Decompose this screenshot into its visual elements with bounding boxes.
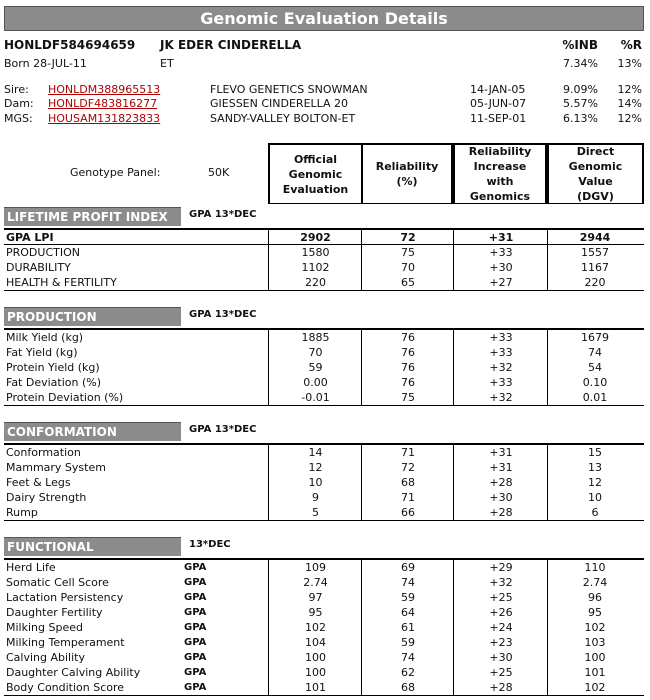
official-value: 97	[308, 591, 323, 604]
reliability-increase-value: +27	[489, 276, 513, 289]
column-divider	[268, 330, 269, 405]
reliability-value: 76	[401, 331, 415, 344]
dgv-value: 6	[591, 506, 599, 519]
official-value: 1885	[301, 331, 330, 344]
table-conformation	[4, 443, 644, 521]
animal-inb: 7.34%	[563, 57, 598, 70]
table-row	[4, 375, 644, 390]
row-label: GPA LPI	[6, 231, 54, 244]
dgv-value: 12	[588, 476, 602, 489]
section-header-production: PRODUCTION	[4, 307, 181, 326]
table-row	[4, 245, 644, 260]
reliability-increase-value: +28	[489, 506, 513, 519]
table-lifetime-profit-index	[4, 228, 644, 291]
dgv-value: 74	[588, 346, 602, 359]
dgv-value: 10	[588, 491, 602, 504]
reliability-value: 64	[401, 606, 415, 619]
row-label: Somatic Cell Score	[6, 576, 109, 589]
reliability-value: 68	[401, 681, 415, 694]
column-divider	[547, 560, 548, 695]
dgv-value: 15	[588, 446, 602, 459]
column-divider	[453, 230, 454, 290]
genotype-label: Genotype Panel:	[70, 166, 161, 179]
sire-birth-date: 14-JAN-05	[470, 83, 526, 96]
table-functional	[4, 558, 644, 696]
page-title: Genomic Evaluation Details	[4, 6, 644, 31]
official-value: 59	[308, 361, 323, 374]
animal-id: HONLDF584694659	[4, 38, 136, 52]
dgv-value: 2.74	[582, 576, 608, 589]
mgs-id-link[interactable]: HOUSAM131823833	[48, 112, 161, 125]
reliability-value: 59	[401, 591, 415, 604]
dgv-value: 0.01	[582, 391, 608, 404]
column-divider	[453, 330, 454, 405]
column-divider	[453, 445, 454, 520]
genotype-value: 50K	[208, 166, 230, 179]
column-divider	[453, 560, 454, 695]
table-row	[4, 390, 644, 405]
row-gpa-tag: GPA	[184, 562, 207, 573]
reliability-increase-value: +31	[489, 461, 513, 474]
row-label: Milking Speed	[6, 621, 83, 634]
official-value: 2.74	[303, 576, 328, 589]
row-label: HEALTH & FERTILITY	[6, 276, 117, 289]
sire-label: Sire:	[4, 83, 29, 96]
row-label: Conformation	[6, 446, 81, 459]
official-value: 1580	[301, 246, 330, 259]
column-divider	[268, 560, 269, 695]
reliability-increase-value: +30	[489, 651, 513, 664]
official-value: 220	[305, 276, 326, 289]
official-value: 109	[305, 561, 326, 574]
dam-id-link[interactable]: HONLDF483816277	[48, 97, 158, 110]
official-value: 12	[308, 461, 323, 474]
reliability-value: 59	[401, 636, 415, 649]
col-dgv: Direct Genomic Value (DGV)	[547, 143, 644, 204]
row-label: Body Condition Score	[6, 681, 125, 694]
column-divider	[361, 560, 362, 695]
reliability-increase-value: +33	[489, 346, 513, 359]
mgs-inb: 6.13%	[563, 112, 598, 125]
official-value: 102	[305, 621, 326, 634]
dgv-value: 1167	[581, 261, 609, 274]
table-row	[4, 230, 644, 245]
table-row	[4, 490, 644, 505]
table-row	[4, 575, 644, 590]
section-tag-production: GPA 13*DEC	[189, 309, 257, 320]
reliability-value: 76	[401, 376, 415, 389]
official-value: 2902	[300, 231, 331, 244]
reliability-increase-value: +28	[489, 476, 513, 489]
reliability-value: 61	[401, 621, 415, 634]
reliability-increase-value: +32	[489, 361, 513, 374]
mgs-name: SANDY-VALLEY BOLTON-ET	[210, 112, 356, 125]
col-reliability: Reliability (%)	[361, 143, 453, 204]
row-gpa-tag: GPA	[184, 622, 207, 633]
table-row	[4, 635, 644, 650]
section-tag-lifetime-profit-index: GPA 13*DEC	[189, 209, 257, 220]
reliability-increase-value: +29	[489, 561, 513, 574]
section-tag-conformation: GPA 13*DEC	[189, 424, 257, 435]
row-label: Herd Life	[6, 561, 56, 574]
table-row	[4, 460, 644, 475]
row-label: Fat Yield (kg)	[6, 346, 78, 359]
animal-r: 13%	[617, 57, 642, 70]
table-row	[4, 445, 644, 460]
row-gpa-tag: GPA	[184, 682, 207, 693]
row-label: Dairy Strength	[6, 491, 87, 504]
reliability-value: 72	[401, 461, 415, 474]
row-gpa-tag: GPA	[184, 652, 207, 663]
reliability-value: 76	[401, 346, 415, 359]
reliability-value: 70	[401, 261, 415, 274]
reliability-value: 65	[401, 276, 415, 289]
reliability-increase-value: +24	[489, 621, 513, 634]
table-row	[4, 260, 644, 275]
section-header-functional: FUNCTIONAL	[4, 537, 181, 556]
row-label: Protein Yield (kg)	[6, 361, 100, 374]
animal-name: JK EDER CINDERELLA	[160, 38, 302, 52]
reliability-value: 75	[401, 391, 415, 404]
dgv-value: 13	[588, 461, 602, 474]
dam-name: GIESSEN CINDERELLA 20	[210, 97, 349, 110]
row-label: Rump	[6, 506, 38, 519]
reliability-increase-value: +23	[489, 636, 513, 649]
dgv-value: 100	[584, 651, 606, 664]
birth-date: Born 28-JUL-11	[4, 57, 87, 70]
reliability-increase-value: +33	[489, 246, 513, 259]
row-label: Mammary System	[6, 461, 106, 474]
row-gpa-tag: GPA	[184, 637, 207, 648]
row-label: Protein Deviation (%)	[6, 391, 124, 404]
mgs-r: 12%	[617, 112, 642, 125]
dgv-value: 54	[588, 361, 602, 374]
official-value: 70	[308, 346, 323, 359]
dgv-value: 96	[588, 591, 602, 604]
column-divider	[547, 230, 548, 290]
reliability-value: 69	[401, 561, 415, 574]
column-divider	[361, 330, 362, 405]
dgv-value: 220	[584, 276, 606, 289]
reliability-increase-value: +30	[489, 491, 513, 504]
reliability-value: 72	[400, 231, 416, 244]
row-label: Milking Temperament	[6, 636, 125, 649]
official-value: 101	[305, 681, 326, 694]
column-divider	[547, 330, 548, 405]
sire-r: 12%	[617, 83, 642, 96]
reliability-increase-value: +33	[489, 331, 513, 344]
official-value: 9	[312, 491, 319, 504]
column-divider	[268, 230, 269, 290]
table-row	[4, 330, 644, 345]
reliability-increase-value: +28	[489, 681, 513, 694]
inb-header: %INB	[562, 38, 598, 52]
dgv-value: 1557	[581, 246, 609, 259]
row-label: Daughter Fertility	[6, 606, 103, 619]
reliability-increase-value: +25	[489, 666, 513, 679]
dgv-value: 95	[588, 606, 602, 619]
reliability-increase-value: +31	[489, 446, 513, 459]
column-divider	[361, 230, 362, 290]
reliability-value: 74	[401, 651, 415, 664]
r-header: %R	[620, 38, 642, 52]
reliability-value: 76	[401, 361, 415, 374]
table-row	[4, 275, 644, 290]
table-row	[4, 620, 644, 635]
reliability-increase-value: +33	[489, 376, 513, 389]
table-row	[4, 360, 644, 375]
table-row	[4, 680, 644, 695]
reliability-value: 66	[401, 506, 415, 519]
column-divider	[268, 445, 269, 520]
official-value: 100	[305, 651, 326, 664]
reliability-increase-value: +25	[489, 591, 513, 604]
row-label: PRODUCTION	[6, 246, 80, 259]
official-value: -0.01	[301, 391, 330, 404]
official-value: 1102	[301, 261, 330, 274]
official-value: 100	[305, 666, 326, 679]
row-gpa-tag: GPA	[184, 577, 207, 588]
column-divider	[547, 445, 548, 520]
table-production	[4, 328, 644, 406]
dgv-value: 110	[584, 561, 606, 574]
dgv-value: 2944	[579, 231, 611, 244]
row-label: Fat Deviation (%)	[6, 376, 102, 389]
row-gpa-tag: GPA	[184, 667, 207, 678]
reliability-increase-value: +32	[489, 391, 513, 404]
reliability-value: 71	[401, 446, 415, 459]
mgs-label: MGS:	[4, 112, 33, 125]
row-label: Milk Yield (kg)	[6, 331, 84, 344]
dam-inb: 5.57%	[563, 97, 598, 110]
column-divider	[361, 445, 362, 520]
dgv-value: 101	[584, 666, 606, 679]
et-flag: ET	[160, 57, 174, 70]
row-label: Daughter Calving Ability	[6, 666, 141, 679]
section-header-conformation: CONFORMATION	[4, 422, 181, 441]
official-value: 5	[312, 506, 319, 519]
official-value: 95	[308, 606, 323, 619]
official-value: 0.00	[303, 376, 328, 389]
dam-birth-date: 05-JUN-07	[470, 97, 527, 110]
row-label: Lactation Persistency	[6, 591, 124, 604]
col-reliability-increase: Reliability Increase with Genomics	[453, 143, 547, 204]
row-label: Calving Ability	[6, 651, 85, 664]
official-value: 10	[308, 476, 323, 489]
official-value: 104	[305, 636, 326, 649]
table-row	[4, 345, 644, 360]
reliability-value: 75	[401, 246, 415, 259]
section-tag-functional: 13*DEC	[189, 539, 231, 550]
reliability-increase-value: +30	[489, 261, 513, 274]
dgv-value: 103	[584, 636, 606, 649]
row-gpa-tag: GPA	[184, 607, 207, 618]
mgs-birth-date: 11-SEP-01	[470, 112, 527, 125]
dam-label: Dam:	[4, 97, 34, 110]
reliability-increase-value: +26	[489, 606, 513, 619]
table-row	[4, 475, 644, 490]
sire-inb: 9.09%	[563, 83, 598, 96]
col-official-evaluation: Official Genomic Evaluation	[268, 143, 363, 204]
reliability-value: 62	[401, 666, 415, 679]
reliability-increase-value: +31	[488, 231, 514, 244]
table-row	[4, 605, 644, 620]
reliability-value: 68	[401, 476, 415, 489]
dgv-value: 102	[584, 681, 606, 694]
dam-r: 14%	[617, 97, 642, 110]
reliability-value: 74	[401, 576, 415, 589]
dgv-value: 102	[584, 621, 606, 634]
official-value: 14	[308, 446, 323, 459]
row-label: DURABILITY	[6, 261, 71, 274]
row-label: Feet & Legs	[6, 476, 71, 489]
row-gpa-tag: GPA	[184, 592, 207, 603]
reliability-increase-value: +32	[489, 576, 513, 589]
dgv-value: 1679	[581, 331, 609, 344]
table-row	[4, 590, 644, 605]
sire-name: FLEVO GENETICS SNOWMAN	[210, 83, 368, 96]
sire-id-link[interactable]: HONLDM388965513	[48, 83, 161, 96]
table-row	[4, 665, 644, 680]
section-header-lifetime-profit-index: LIFETIME PROFIT INDEX	[4, 207, 181, 226]
dgv-value: 0.10	[582, 376, 608, 389]
table-row	[4, 560, 644, 575]
reliability-value: 71	[401, 491, 415, 504]
table-row	[4, 650, 644, 665]
table-row	[4, 505, 644, 520]
